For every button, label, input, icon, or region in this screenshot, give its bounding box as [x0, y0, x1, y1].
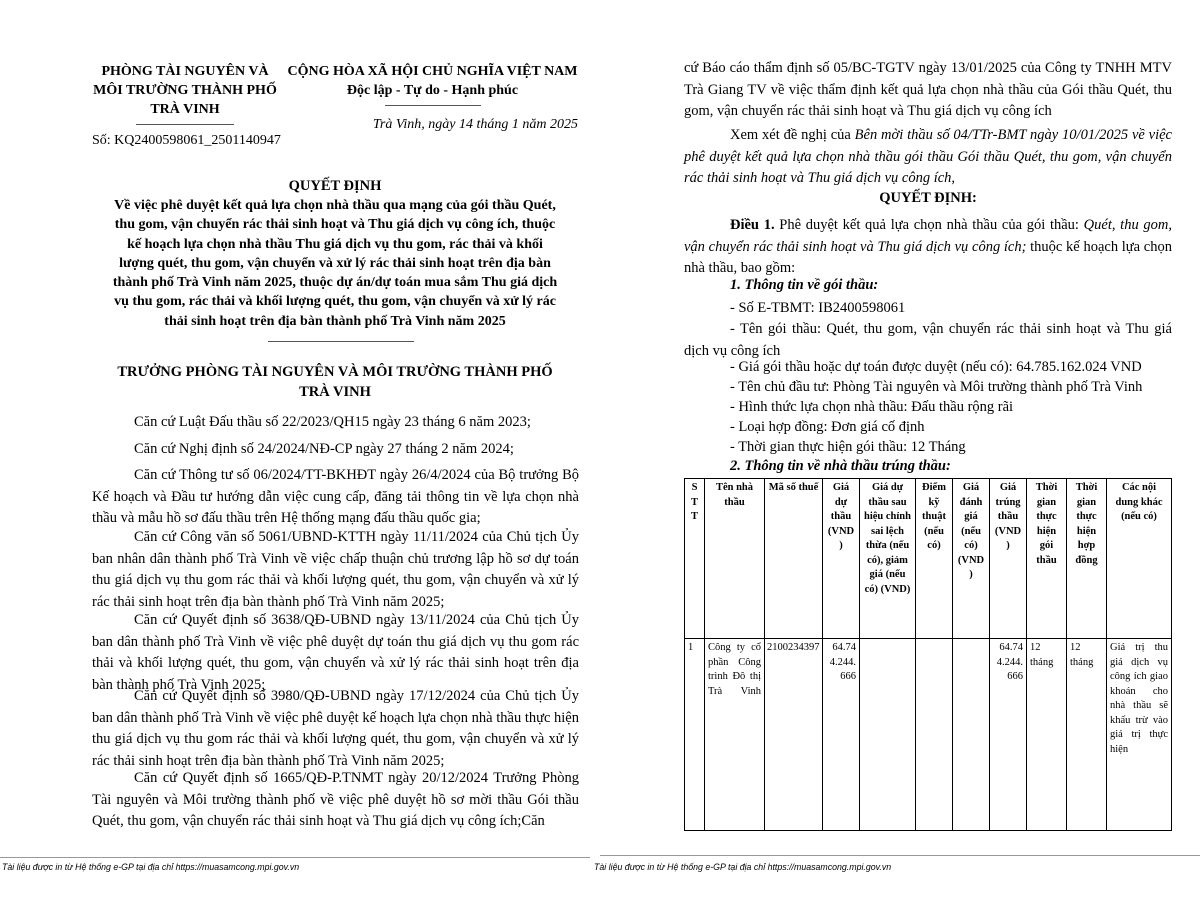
- cell-package-duration: 12 tháng: [1027, 639, 1067, 831]
- article-1: [684, 215, 1172, 280]
- consideration-prefix: Xem xét đề nghị của: [730, 127, 855, 143]
- subject-line: thải sinh hoạt trên địa bàn thành phố Trà Vinh năm 2025: [164, 313, 506, 329]
- cell-bid-price: 64.744.244.666: [823, 639, 860, 831]
- info-item: [684, 298, 1172, 320]
- agency-underline: [136, 124, 234, 125]
- cell-contract-duration: 12 tháng: [1067, 639, 1107, 831]
- document-number: Số: KQ2400598061_2501140947: [92, 133, 281, 148]
- decision-subject: [70, 196, 600, 331]
- section-2-title: 2. Thông tin về nhà thầu trúng thầu:: [730, 458, 951, 474]
- cell-stt: 1: [685, 639, 705, 831]
- agency-line-2: MÔI TRƯỜNG THÀNH PHỐ: [93, 83, 277, 98]
- nation-name: CỘNG HÒA XÃ HỘI CHỦ NGHĨA VIỆT NAM: [287, 64, 578, 79]
- article-1-text: Phê duyệt kết quả lựa chọn nhà thầu của gói thầu:: [774, 217, 1084, 233]
- col-header-contract-duration: Thời gian thực hiện hợp đồng: [1067, 479, 1107, 639]
- article-1-tail: thuộc kế hoạch lựa chọn nhà thầu, bao gồm:: [684, 238, 1172, 276]
- info-item: [684, 319, 1172, 362]
- col-header-bidder-name: Tên nhà thầu: [705, 479, 765, 639]
- footer-rule: [0, 857, 590, 858]
- info-text: - Giá gói thầu hoặc dự toán được duyệt (nếu có): 64.785.162.024 VND: [730, 359, 1142, 375]
- subject-line: thành phố Trà Vinh năm 2025, thuộc dự án/dự toán mua sắm Thu giá dịch: [112, 275, 558, 291]
- agency-line-1: PHÒNG TÀI NGUYÊN VÀ: [101, 64, 269, 79]
- basis-5: [92, 610, 579, 696]
- place-date: Trà Vinh, ngày 14 tháng 1 năm 2025: [372, 117, 578, 132]
- info-text: - Tên chủ đầu tư: Phòng Tài nguyên và Môi trường thành phố Trà Vinh: [730, 379, 1143, 395]
- motto-underline: [385, 105, 481, 106]
- info-text: - Thời gian thực hiện gói thầu: 12 Tháng: [730, 439, 966, 455]
- basis-text: Căn cứ Công văn số 5061/UBND-KTTH ngày 11/11/2024 của Chủ tịch Ủy ban nhân dân thành phố Trà Vinh về việc chấp thuận chủ trương lập hồ sơ dự toán thu giá dịch vụ thu gom rác thải và khối lượng quét, thu gom, vận chuyển và xử lý rác thải sinh hoạt trên địa bàn thành phố Trà Vinh năm 2025;: [92, 529, 579, 610]
- info-item: [684, 357, 1172, 379]
- info-text: - Hình thức lựa chọn nhà thầu: Đấu thầu rộng rãi: [730, 399, 1014, 415]
- cell-tax-code: 2100234397: [765, 639, 823, 831]
- subject-line: Về việc phê duyệt kết quả lựa chọn nhà thầu qua mạng của gói thầu Quét,: [114, 198, 556, 213]
- authority-line-1: TRƯỞNG PHÒNG TÀI NGUYÊN VÀ MÔI TRƯỜNG THÀNH PHỐ: [117, 364, 553, 380]
- basis-text: Căn cứ Thông tư số 06/2024/TT-BKHĐT ngày 26/4/2024 của Bộ trưởng Bộ Kế hoạch và Đầu tư hướng dẫn việc cung cấp, đăng tải thông tin về lựa chọn nhà thầu và mẫu hồ sơ đấu thầu trên Hệ thống mạng đấu thầu quốc gia;: [92, 467, 579, 526]
- section-1-title: 1. Thông tin về gói thầu:: [730, 277, 879, 293]
- subject-line: thu gom, vận chuyển rác thải sinh hoạt và Thu giá dịch vụ công ích, thuộc: [114, 217, 556, 233]
- col-header-bid-price: Giá dự thầu (VND ): [823, 479, 860, 639]
- col-header-evaluated-price: Giá đánh giá (nếu có) (VND ): [953, 479, 990, 639]
- info-text: - Tên gói thầu: Quét, thu gom, vận chuyển rác thải sinh hoạt và Thu giá dịch vụ công ích: [684, 321, 1172, 359]
- decision-title: QUYẾT ĐỊNH: [288, 178, 382, 194]
- nation-motto: Độc lập - Tự do - Hạnh phúc: [346, 83, 519, 98]
- cell-bidder-name: Công ty cổ phần Công trình Đô thị Trà Vinh: [705, 639, 765, 831]
- subject-line: vụ thu gom, rác thải và khối lượng quét, thu gom, vận chuyển và xử lý rác: [114, 294, 556, 310]
- basis-6: [92, 686, 579, 772]
- table-row: [685, 639, 1172, 831]
- continued-basis: [684, 58, 1172, 123]
- subject-line: lượng quét, thu gom, vận chuyển và xử lý rác thải sinh hoạt trên địa bàn: [119, 255, 551, 271]
- authority-line-2: TRÀ VINH: [299, 384, 371, 400]
- subject-underline: [268, 341, 414, 342]
- cell-evaluated-price: [953, 639, 990, 831]
- info-item: [684, 397, 1172, 419]
- consideration-paragraph: [684, 125, 1172, 190]
- footer-rule: [600, 855, 1200, 856]
- continued-basis-text: cứ Báo cáo thẩm định số 05/BC-TGTV ngày 13/01/2025 của Công ty TNHH MTV Trà Giang TV về việc thẩm định kết quả lựa chọn nhà thầu của Gói thầu Quét, thu gom, vận chuyển rác thải sinh hoạt và Thu giá dịch vụ công ích: [684, 60, 1172, 119]
- basis-text: Căn cứ Nghị định số 24/2024/NĐ-CP ngày 27 tháng 2 năm 2024;: [134, 441, 514, 457]
- basis-text: Căn cứ Quyết định số 1665/QĐ-P.TNMT ngày 20/12/2024 Trưởng Phòng Tài nguyên và Môi trường thành phố về việc phê duyệt hồ sơ mời thầu Gói thầu Quét, thu gom, vận chuyển rác thải sinh hoạt và Thu giá dịch vụ công ích;Căn: [92, 770, 579, 829]
- subject-line: kế hoạch lựa chọn nhà thầu Thu giá dịch vụ thu gom, rác thải và khối: [127, 236, 543, 252]
- cell-technical-score: [916, 639, 953, 831]
- col-header-other-content: Các nội dung khác (nếu có): [1107, 479, 1172, 639]
- page-footer: Tài liệu được in từ Hệ thống e-GP tại địa chỉ https://muasamcong.mpi.gov.vn: [2, 862, 300, 872]
- basis-text: Căn cứ Luật Đấu thầu số 22/2023/QH15 ngày 23 tháng 6 năm 2023;: [134, 414, 531, 430]
- national-motto: [280, 62, 585, 100]
- table-header-row: [685, 479, 1172, 639]
- info-text: - Số E-TBMT: IB2400598061: [730, 300, 906, 316]
- col-header-stt: S T T: [685, 479, 705, 639]
- article-1-package-name: Quét, thu gom, vận chuyển rác thải sinh hoạt và Thu giá dịch vụ công ích;: [684, 217, 1173, 255]
- page-footer: Tài liệu được in từ Hệ thống e-GP tại địa chỉ https://muasamcong.mpi.gov.vn: [594, 862, 892, 872]
- col-header-technical-score: Điểm kỹ thuật (nếu có): [916, 479, 953, 639]
- basis-7: [92, 768, 579, 833]
- cell-adjusted-price: [860, 639, 916, 831]
- info-item: [684, 417, 1172, 439]
- info-item: [684, 437, 1172, 459]
- basis-text: Căn cứ Quyết định số 3638/QĐ-UBND ngày 13/11/2024 của Chủ tịch Ủy ban dân thành phố Trà Vinh về việc phê duyệt dự toán thu giá dịch vụ thu gom rác thải và khối lượng quét, thu gom, vận chuyển và xử lý rác thải sinh hoạt trên địa bàn thành phố Trà Vinh 2025;: [92, 612, 579, 693]
- col-header-winning-price: Giá trúng thầu (VND ): [990, 479, 1027, 639]
- info-item: [684, 377, 1172, 399]
- issuing-agency: [80, 62, 290, 119]
- basis-3: [92, 465, 579, 530]
- col-header-adjusted-price: Giá dự thầu sau hiệu chỉnh sai lệch thừa (nếu có), giảm giá (nếu có) (VND): [860, 479, 916, 639]
- agency-line-3: TRÀ VINH: [150, 102, 220, 117]
- info-text: - Loại hợp đồng: Đơn giá cố định: [730, 419, 925, 435]
- cell-other-content: Giá trị thu giá dịch vụ công ích giao khoán cho nhà thầu sẽ khấu trừ vào giá trị thực hiện: [1107, 639, 1172, 831]
- document-page-2: [594, 0, 1200, 915]
- basis-4: [92, 527, 579, 613]
- basis-2: [92, 439, 579, 461]
- col-header-package-duration: Thời gian thực hiện gói thầu: [1027, 479, 1067, 639]
- cell-winning-price: 64.744.244.666: [990, 639, 1027, 831]
- basis-text: Căn cứ Quyết định số 3980/QĐ-UBND ngày 17/12/2024 của Chủ tịch Ủy ban dân thành phố Trà Vinh về việc phê duyệt kế hoạch lựa chọn nhà thầu thực hiện thu giá dịch vụ thu gom rác thải và khối lượng quét, thu gom, vận chuyển và xử lý rác thải sinh hoạt trên địa bàn thành phố Trà Vinh năm 2025;: [92, 688, 579, 769]
- signing-authority: [90, 362, 580, 402]
- decide-heading: QUYẾT ĐỊNH:: [879, 190, 977, 206]
- col-header-tax-code: Mã số thuế: [765, 479, 823, 639]
- article-1-label: Điều 1.: [730, 217, 775, 233]
- basis-1: [92, 412, 579, 434]
- winning-bidder-table: [684, 478, 1172, 831]
- consideration-detail: Bên mời thầu số 04/TTr-BMT ngày 10/01/2025 về việc phê duyệt kết quả lựa chọn nhà thầu gói thầu Gói thầu Quét, thu gom, vận chuyển rác thải sinh hoạt và Thu giá dịch vụ công ích,: [684, 127, 1172, 186]
